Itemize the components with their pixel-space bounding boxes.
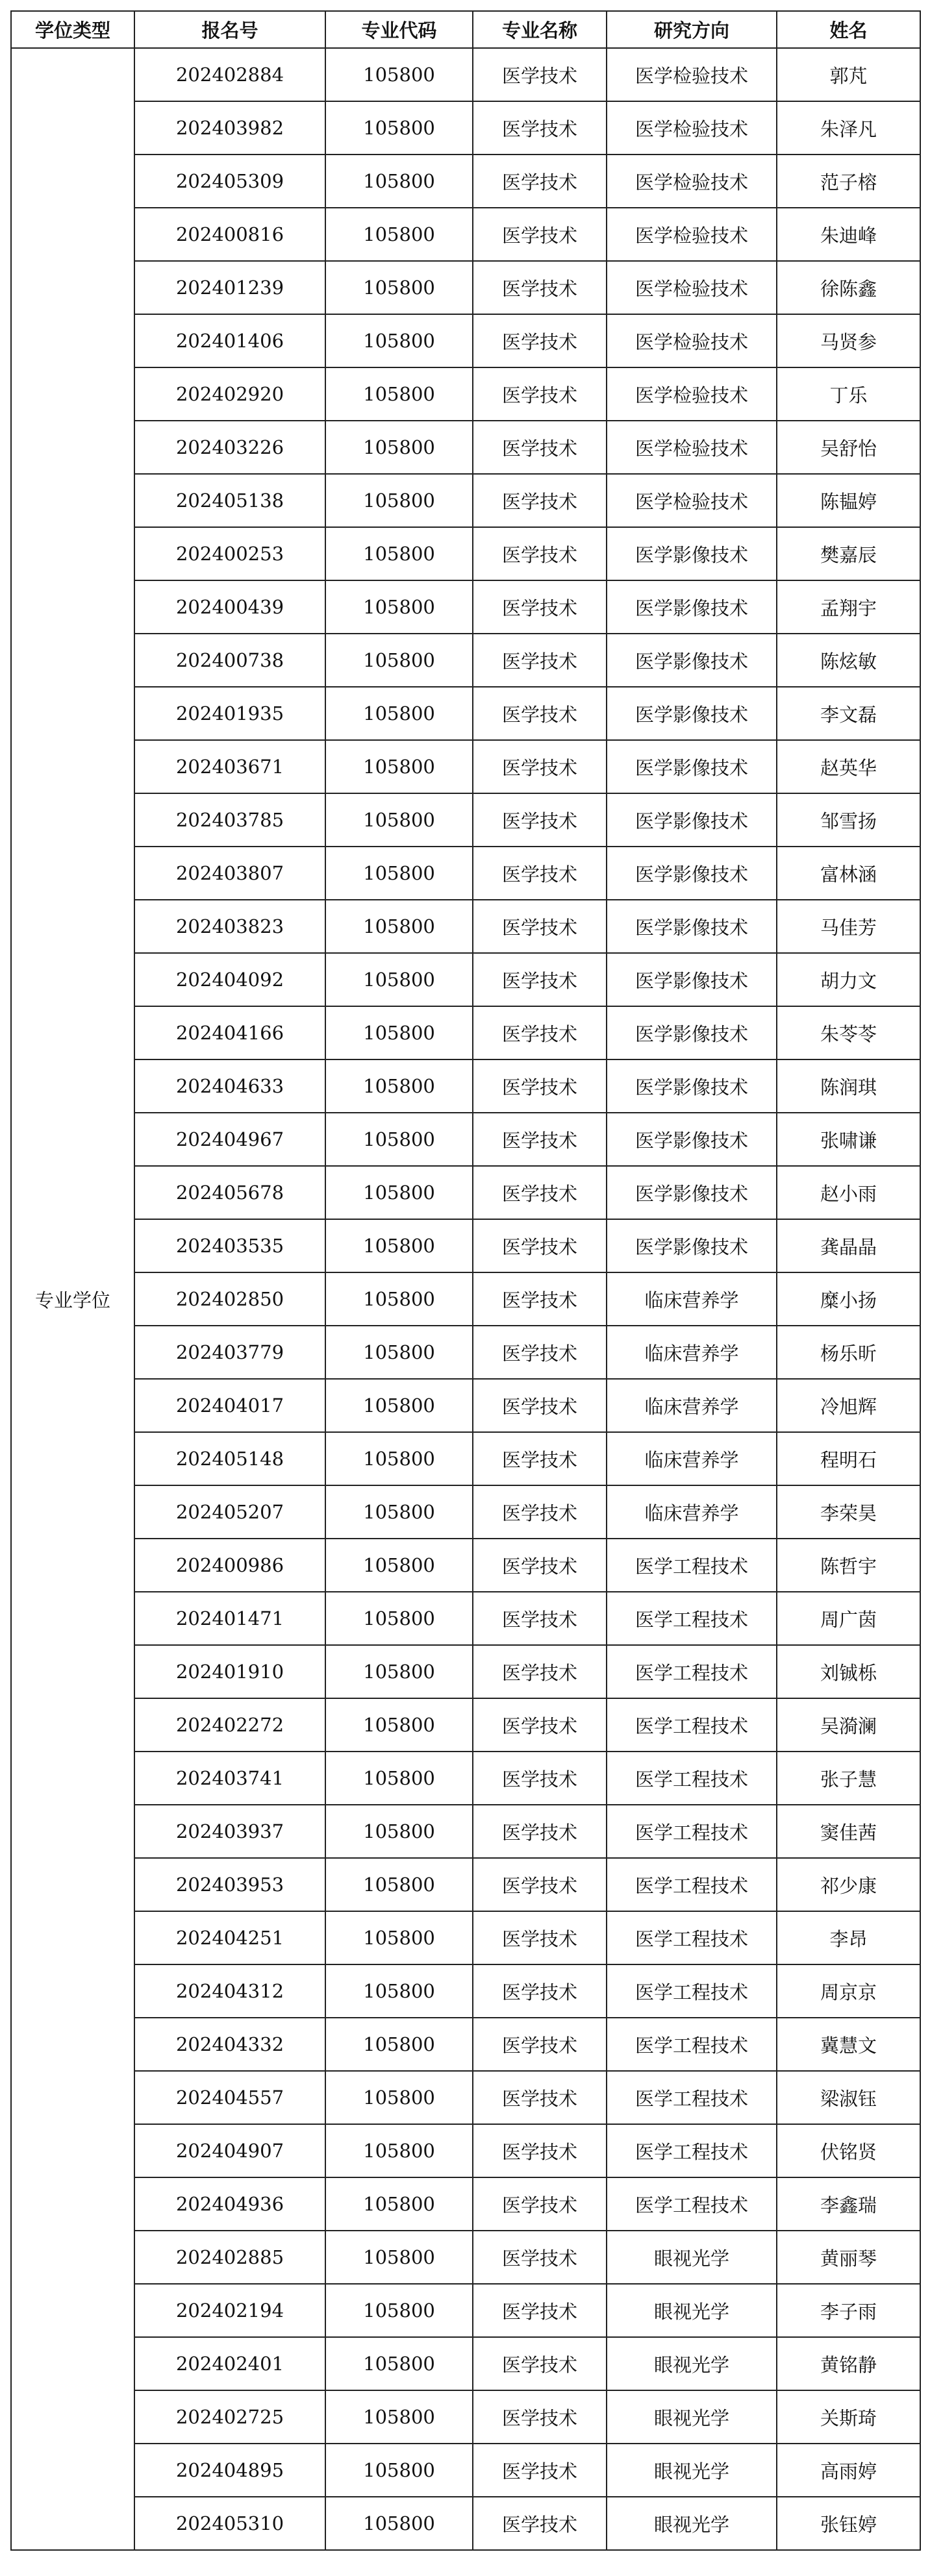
major-name-cell: 医学技术 (473, 1858, 607, 1911)
research-direction-cell: 医学影像技术 (607, 900, 777, 953)
table-row (11, 314, 920, 367)
major-code-cell: 105800 (325, 2177, 473, 2231)
registration-number-cell: 202404895 (134, 2444, 325, 2497)
major-name-cell: 医学技术 (473, 48, 607, 101)
student-name-cell: 郭芃 (777, 48, 920, 101)
table-row (11, 2018, 920, 2071)
registration-number-cell: 202403741 (134, 1752, 325, 1805)
major-code-cell: 105800 (325, 2390, 473, 2444)
student-name-cell: 龚晶晶 (777, 1219, 920, 1272)
student-name-cell: 李荣昊 (777, 1485, 920, 1539)
research-direction-cell: 眼视光学 (607, 2284, 777, 2337)
major-code-cell: 105800 (325, 2231, 473, 2284)
major-name-cell: 医学技术 (473, 900, 607, 953)
student-name-cell: 徐陈鑫 (777, 261, 920, 314)
table-row (11, 1964, 920, 2018)
header-degree-type: 学位类型 (11, 11, 134, 48)
student-name-cell: 周京京 (777, 1964, 920, 2018)
table-row (11, 474, 920, 527)
major-name-cell: 医学技术 (473, 1272, 607, 1326)
registration-number-cell: 202403779 (134, 1326, 325, 1379)
table-row (11, 1006, 920, 1059)
research-direction-cell: 医学影像技术 (607, 1113, 777, 1166)
table-row (11, 1166, 920, 1219)
table-row (11, 261, 920, 314)
major-code-cell: 105800 (325, 155, 473, 208)
major-name-cell: 医学技术 (473, 687, 607, 740)
research-direction-cell: 医学影像技术 (607, 1219, 777, 1272)
table-row (11, 1326, 920, 1379)
major-name-cell: 医学技术 (473, 527, 607, 580)
table-row (11, 1272, 920, 1326)
table-row (11, 580, 920, 634)
student-name-cell: 周广茵 (777, 1592, 920, 1645)
major-code-cell: 105800 (325, 793, 473, 847)
major-code-cell: 105800 (325, 1752, 473, 1805)
student-name-cell: 高雨婷 (777, 2444, 920, 2497)
major-name-cell: 医学技术 (473, 1805, 607, 1858)
table-row (11, 1059, 920, 1113)
registration-number-cell: 202405148 (134, 1432, 325, 1485)
student-name-cell: 吴漪澜 (777, 1698, 920, 1752)
research-direction-cell: 医学影像技术 (607, 634, 777, 687)
research-direction-cell: 医学影像技术 (607, 740, 777, 793)
registration-number-cell: 202404907 (134, 2124, 325, 2177)
table-row (11, 1219, 920, 1272)
major-code-cell: 105800 (325, 634, 473, 687)
student-name-cell: 马贤参 (777, 314, 920, 367)
major-name-cell: 医学技术 (473, 421, 607, 474)
major-name-cell: 医学技术 (473, 953, 607, 1006)
table-row (11, 527, 920, 580)
table-row (11, 1432, 920, 1485)
research-direction-cell: 医学影像技术 (607, 953, 777, 1006)
student-name-cell: 杨乐昕 (777, 1326, 920, 1379)
registration-number-cell: 202402920 (134, 367, 325, 421)
major-code-cell: 105800 (325, 1805, 473, 1858)
table-row (11, 1858, 920, 1911)
table-row (11, 634, 920, 687)
major-name-cell: 医学技术 (473, 1166, 607, 1219)
table-row (11, 1805, 920, 1858)
table-row (11, 953, 920, 1006)
student-name-cell: 朱泽凡 (777, 101, 920, 155)
major-code-cell: 105800 (325, 101, 473, 155)
registration-number-cell: 202403937 (134, 1805, 325, 1858)
registration-number-cell: 202402272 (134, 1698, 325, 1752)
registration-number-cell: 202404967 (134, 1113, 325, 1166)
student-name-cell: 冀慧文 (777, 2018, 920, 2071)
student-name-cell: 梁淑钰 (777, 2071, 920, 2124)
student-name-cell: 张啸谦 (777, 1113, 920, 1166)
research-direction-cell: 医学影像技术 (607, 847, 777, 900)
registration-number-cell: 202400439 (134, 580, 325, 634)
student-name-cell: 程明石 (777, 1432, 920, 1485)
registration-number-cell: 202403823 (134, 900, 325, 953)
major-code-cell: 105800 (325, 1592, 473, 1645)
research-direction-cell: 眼视光学 (607, 2497, 777, 2550)
student-name-cell: 李昂 (777, 1911, 920, 1964)
major-code-cell: 105800 (325, 1432, 473, 1485)
table-row (11, 2390, 920, 2444)
research-direction-cell: 眼视光学 (607, 2390, 777, 2444)
student-name-cell: 李文磊 (777, 687, 920, 740)
major-code-cell: 105800 (325, 687, 473, 740)
registration-number-cell: 202401910 (134, 1645, 325, 1698)
student-name-cell: 朱苓苓 (777, 1006, 920, 1059)
registration-number-cell: 202404166 (134, 1006, 325, 1059)
registration-number-cell: 202401935 (134, 687, 325, 740)
table-row (11, 155, 920, 208)
registration-number-cell: 202402725 (134, 2390, 325, 2444)
research-direction-cell: 眼视光学 (607, 2337, 777, 2390)
research-direction-cell: 医学影像技术 (607, 687, 777, 740)
major-name-cell: 医学技术 (473, 1485, 607, 1539)
registration-number-cell: 202404332 (134, 2018, 325, 2071)
student-name-cell: 黄丽琴 (777, 2231, 920, 2284)
major-code-cell: 105800 (325, 900, 473, 953)
research-direction-cell: 医学检验技术 (607, 421, 777, 474)
student-name-cell: 刘铖栎 (777, 1645, 920, 1698)
research-direction-cell: 医学检验技术 (607, 314, 777, 367)
table-row (11, 1698, 920, 1752)
student-name-cell: 陈润琪 (777, 1059, 920, 1113)
registration-number-cell: 202405309 (134, 155, 325, 208)
student-name-cell: 陈韫婷 (777, 474, 920, 527)
table-row (11, 1485, 920, 1539)
major-code-cell: 105800 (325, 261, 473, 314)
major-code-cell: 105800 (325, 2124, 473, 2177)
research-direction-cell: 医学工程技术 (607, 2071, 777, 2124)
research-direction-cell: 医学工程技术 (607, 1752, 777, 1805)
registration-number-cell: 202404633 (134, 1059, 325, 1113)
registration-number-cell: 202403535 (134, 1219, 325, 1272)
table-body (11, 48, 920, 2550)
major-name-cell: 医学技术 (473, 580, 607, 634)
major-code-cell: 105800 (325, 953, 473, 1006)
major-name-cell: 医学技术 (473, 1539, 607, 1592)
research-direction-cell: 医学检验技术 (607, 101, 777, 155)
research-direction-cell: 医学工程技术 (607, 1592, 777, 1645)
major-code-cell: 105800 (325, 1911, 473, 1964)
major-code-cell: 105800 (325, 1698, 473, 1752)
research-direction-cell: 医学影像技术 (607, 1166, 777, 1219)
registration-number-cell: 202404092 (134, 953, 325, 1006)
research-direction-cell: 眼视光学 (607, 2444, 777, 2497)
major-code-cell: 105800 (325, 2497, 473, 2550)
student-name-cell: 吴舒怡 (777, 421, 920, 474)
table-row (11, 208, 920, 261)
research-direction-cell: 医学工程技术 (607, 2177, 777, 2231)
major-name-cell: 医学技术 (473, 1698, 607, 1752)
major-code-cell: 105800 (325, 2337, 473, 2390)
major-name-cell: 医学技术 (473, 2444, 607, 2497)
student-name-cell: 李鑫瑞 (777, 2177, 920, 2231)
registration-number-cell: 202405138 (134, 474, 325, 527)
major-name-cell: 医学技术 (473, 2390, 607, 2444)
research-direction-cell: 医学影像技术 (607, 527, 777, 580)
registration-number-cell: 202405310 (134, 2497, 325, 2550)
research-direction-cell: 医学检验技术 (607, 155, 777, 208)
major-name-cell: 医学技术 (473, 1006, 607, 1059)
student-name-cell: 邹雪扬 (777, 793, 920, 847)
registration-number-cell: 202405678 (134, 1166, 325, 1219)
major-name-cell: 医学技术 (473, 474, 607, 527)
major-name-cell: 医学技术 (473, 2337, 607, 2390)
major-code-cell: 105800 (325, 2018, 473, 2071)
major-code-cell: 105800 (325, 2284, 473, 2337)
degree-type-cell: 专业学位 (11, 48, 134, 2550)
table-row (11, 2231, 920, 2284)
major-name-cell: 医学技术 (473, 847, 607, 900)
research-direction-cell: 医学影像技术 (607, 1059, 777, 1113)
research-direction-cell: 医学工程技术 (607, 1964, 777, 2018)
registration-number-cell: 202401471 (134, 1592, 325, 1645)
table-row (11, 2071, 920, 2124)
header-row (11, 11, 920, 48)
table-row (11, 900, 920, 953)
student-name-cell: 窦佳茜 (777, 1805, 920, 1858)
registration-number-cell: 202403953 (134, 1858, 325, 1911)
major-code-cell: 105800 (325, 580, 473, 634)
major-code-cell: 105800 (325, 2444, 473, 2497)
table-row (11, 740, 920, 793)
student-name-cell: 张子慧 (777, 1752, 920, 1805)
research-direction-cell: 医学检验技术 (607, 367, 777, 421)
registration-number-cell: 202403982 (134, 101, 325, 155)
table-row (11, 793, 920, 847)
major-code-cell: 105800 (325, 847, 473, 900)
major-code-cell: 105800 (325, 2071, 473, 2124)
registration-number-cell: 202404557 (134, 2071, 325, 2124)
research-direction-cell: 医学检验技术 (607, 48, 777, 101)
student-name-cell: 马佳芳 (777, 900, 920, 953)
student-name-cell: 关斯琦 (777, 2390, 920, 2444)
registration-number-cell: 202402884 (134, 48, 325, 101)
registration-number-cell: 202400986 (134, 1539, 325, 1592)
major-name-cell: 医学技术 (473, 1911, 607, 1964)
registration-number-cell: 202403671 (134, 740, 325, 793)
registration-number-cell: 202401239 (134, 261, 325, 314)
registration-number-cell: 202403226 (134, 421, 325, 474)
registration-number-cell: 202402194 (134, 2284, 325, 2337)
table-row (11, 1379, 920, 1432)
student-name-cell: 黄铭静 (777, 2337, 920, 2390)
research-direction-cell: 临床营养学 (607, 1485, 777, 1539)
major-name-cell: 医学技术 (473, 314, 607, 367)
student-name-cell: 赵小雨 (777, 1166, 920, 1219)
major-name-cell: 医学技术 (473, 1113, 607, 1166)
table-row (11, 48, 920, 101)
table-header (11, 11, 920, 48)
major-name-cell: 医学技术 (473, 101, 607, 155)
student-name-cell: 陈炫敏 (777, 634, 920, 687)
major-code-cell: 105800 (325, 314, 473, 367)
student-name-cell: 范子榕 (777, 155, 920, 208)
student-name-cell: 糜小扬 (777, 1272, 920, 1326)
major-code-cell: 105800 (325, 527, 473, 580)
major-code-cell: 105800 (325, 1964, 473, 2018)
major-code-cell: 105800 (325, 421, 473, 474)
research-direction-cell: 医学工程技术 (607, 1805, 777, 1858)
major-name-cell: 医学技术 (473, 2284, 607, 2337)
major-name-cell: 医学技术 (473, 1432, 607, 1485)
table-row (11, 2284, 920, 2337)
research-direction-cell: 医学影像技术 (607, 580, 777, 634)
major-name-cell: 医学技术 (473, 2071, 607, 2124)
student-name-cell: 祁少康 (777, 1858, 920, 1911)
research-direction-cell: 临床营养学 (607, 1432, 777, 1485)
research-direction-cell: 医学影像技术 (607, 1006, 777, 1059)
major-code-cell: 105800 (325, 1113, 473, 1166)
table-row (11, 847, 920, 900)
research-direction-cell: 医学工程技术 (607, 1698, 777, 1752)
research-direction-cell: 临床营养学 (607, 1326, 777, 1379)
registration-number-cell: 202400816 (134, 208, 325, 261)
table-row (11, 2177, 920, 2231)
research-direction-cell: 眼视光学 (607, 2231, 777, 2284)
student-name-cell: 李子雨 (777, 2284, 920, 2337)
major-code-cell: 105800 (325, 1485, 473, 1539)
major-name-cell: 医学技术 (473, 155, 607, 208)
table-row (11, 1645, 920, 1698)
major-code-cell: 105800 (325, 367, 473, 421)
student-name-cell: 伏铭贤 (777, 2124, 920, 2177)
registration-number-cell: 202402885 (134, 2231, 325, 2284)
table-row (11, 1539, 920, 1592)
major-name-cell: 医学技术 (473, 208, 607, 261)
student-name-cell: 孟翔宇 (777, 580, 920, 634)
major-name-cell: 医学技术 (473, 740, 607, 793)
major-name-cell: 医学技术 (473, 1059, 607, 1113)
table-row (11, 2497, 920, 2550)
major-name-cell: 医学技术 (473, 1752, 607, 1805)
research-direction-cell: 临床营养学 (607, 1272, 777, 1326)
registration-number-cell: 202404312 (134, 1964, 325, 2018)
major-name-cell: 医学技术 (473, 2018, 607, 2071)
registration-number-cell: 202401406 (134, 314, 325, 367)
major-name-cell: 医学技术 (473, 634, 607, 687)
student-name-cell: 张钰婷 (777, 2497, 920, 2550)
registration-number-cell: 202400738 (134, 634, 325, 687)
header-research-direction: 研究方向 (607, 11, 777, 48)
table-row (11, 367, 920, 421)
major-name-cell: 医学技术 (473, 367, 607, 421)
major-code-cell: 105800 (325, 1272, 473, 1326)
registration-number-cell: 202404936 (134, 2177, 325, 2231)
table-row (11, 2124, 920, 2177)
major-code-cell: 105800 (325, 1858, 473, 1911)
major-code-cell: 105800 (325, 48, 473, 101)
student-name-cell: 冷旭辉 (777, 1379, 920, 1432)
research-direction-cell: 医学工程技术 (607, 2018, 777, 2071)
table-row (11, 2337, 920, 2390)
table-row (11, 1911, 920, 1964)
major-name-cell: 医学技术 (473, 1592, 607, 1645)
research-direction-cell: 医学工程技术 (607, 1911, 777, 1964)
research-direction-cell: 医学工程技术 (607, 1645, 777, 1698)
student-name-cell: 樊嘉辰 (777, 527, 920, 580)
registration-number-cell: 202403785 (134, 793, 325, 847)
table-row (11, 1113, 920, 1166)
table-row (11, 1752, 920, 1805)
research-direction-cell: 医学工程技术 (607, 1858, 777, 1911)
major-code-cell: 105800 (325, 1166, 473, 1219)
student-name-cell: 富林涵 (777, 847, 920, 900)
major-name-cell: 医学技术 (473, 1964, 607, 2018)
student-name-cell: 丁乐 (777, 367, 920, 421)
table-row (11, 101, 920, 155)
research-direction-cell: 医学检验技术 (607, 261, 777, 314)
registration-number-cell: 202402401 (134, 2337, 325, 2390)
major-code-cell: 105800 (325, 1006, 473, 1059)
registration-number-cell: 202400253 (134, 527, 325, 580)
major-code-cell: 105800 (325, 1539, 473, 1592)
student-name-cell: 朱迪峰 (777, 208, 920, 261)
major-code-cell: 105800 (325, 1645, 473, 1698)
research-direction-cell: 医学工程技术 (607, 2124, 777, 2177)
header-major-code: 专业代码 (325, 11, 473, 48)
major-name-cell: 医学技术 (473, 793, 607, 847)
major-code-cell: 105800 (325, 1326, 473, 1379)
header-major-name: 专业名称 (473, 11, 607, 48)
major-code-cell: 105800 (325, 740, 473, 793)
registration-number-cell: 202402850 (134, 1272, 325, 1326)
student-name-cell: 陈哲宇 (777, 1539, 920, 1592)
research-direction-cell: 医学检验技术 (607, 208, 777, 261)
student-name-cell: 胡力文 (777, 953, 920, 1006)
major-code-cell: 105800 (325, 474, 473, 527)
student-name-cell: 赵英华 (777, 740, 920, 793)
header-name: 姓名 (777, 11, 920, 48)
header-registration-number: 报名号 (134, 11, 325, 48)
registration-number-cell: 202405207 (134, 1485, 325, 1539)
table-row (11, 2444, 920, 2497)
major-name-cell: 医学技术 (473, 2124, 607, 2177)
table-row (11, 421, 920, 474)
registration-number-cell: 202404017 (134, 1379, 325, 1432)
major-name-cell: 医学技术 (473, 261, 607, 314)
major-name-cell: 医学技术 (473, 1379, 607, 1432)
major-code-cell: 105800 (325, 1059, 473, 1113)
major-code-cell: 105800 (325, 208, 473, 261)
major-name-cell: 医学技术 (473, 2231, 607, 2284)
major-name-cell: 医学技术 (473, 1326, 607, 1379)
admission-list-table (10, 10, 921, 2551)
major-name-cell: 医学技术 (473, 1219, 607, 1272)
research-direction-cell: 医学工程技术 (607, 1539, 777, 1592)
major-name-cell: 医学技术 (473, 1645, 607, 1698)
research-direction-cell: 医学影像技术 (607, 793, 777, 847)
table-row (11, 687, 920, 740)
major-name-cell: 医学技术 (473, 2177, 607, 2231)
table-row (11, 1592, 920, 1645)
major-code-cell: 105800 (325, 1219, 473, 1272)
research-direction-cell: 医学检验技术 (607, 474, 777, 527)
major-code-cell: 105800 (325, 1379, 473, 1432)
registration-number-cell: 202403807 (134, 847, 325, 900)
major-name-cell: 医学技术 (473, 2497, 607, 2550)
registration-number-cell: 202404251 (134, 1911, 325, 1964)
research-direction-cell: 临床营养学 (607, 1379, 777, 1432)
